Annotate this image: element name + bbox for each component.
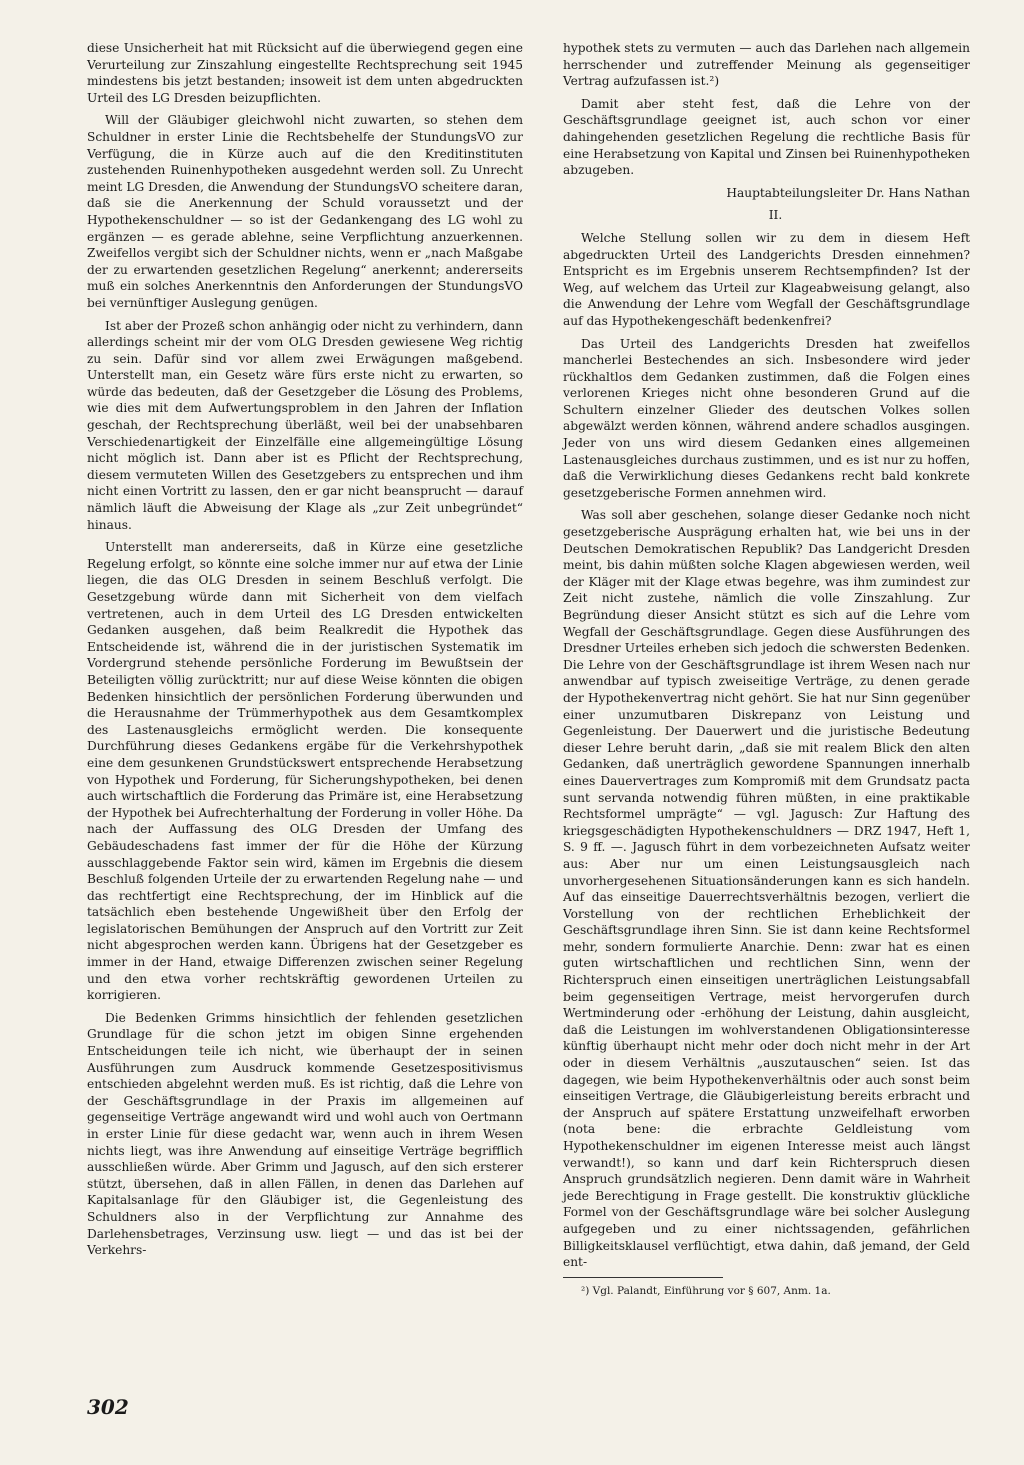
footnote-divider — [563, 1277, 723, 1278]
left-column — [87, 40, 523, 1265]
paragraph: Damit aber steht fest, daß die Lehre von der Geschäftsgrundlage geeignet ist, auch schon vor einer dahingehenden gesetzlichen Regelung die rechtliche Basis für eine Herabsetzung von Kapital und Zinsen bei Ruinenhypotheken abzugeben. — [563, 96, 970, 178]
paragraph: Ist aber der Prozeß schon anhängig oder nicht zu verhindern, dann allerdings scheint mir der vom OLG Dresden gewiesene Weg richtig zu sein. Dafür sind vor allem zwei Erwägungen maßgebend. Unterstellt man, ein Gesetz wäre fürs erste nicht zu erwarten, so würde das bedeuten, daß der Gesetzgeber die Lösung des Problems, wie dies mit dem Aufwertungsproblem in den Jahren der Inflation geschah, der Rechtsprechung überläßt, weil bei der unabsehbaren Verschiedenartigkeit der Einzelfälle eine allgemeingültige Lösung nicht möglich ist. Dann aber ist es Pflicht der Rechtsprechung, diesem vermuteten Willen des Gesetzgebers zu entsprechen und ihm nicht einen Vortritt zu lassen, den er gar nicht beansprucht — darauf nämlich läuft die Abweisung der Klage als „zur Zeit unbegründet“ hinaus. — [87, 318, 523, 532]
paragraph: Die Bedenken Grimms hinsichtlich der fehlenden gesetzlichen Grundlage für die schon jetzt im obigen Sinne ergehenden Entscheidungen teile ich nicht, wie überhaupt der in seinen Ausführungen zum Ausdruck kommende Gesetzespositivismus entschieden abgelehnt werden muß. Es ist richtig, daß die Lehre von der Geschäftsgrundlage in der Praxis im allgemeinen auf gegenseitige Verträge angewandt wird und wohl auch von Oertmann in erster Linie für diese gedacht war, wenn auch in ihrem Wesen nichts liegt, was ihre Anwendung auf einseitige Verträge begrifflich ausschließen würde. Aber Grimm und Jagusch, auf den sich ersterer stützt, übersehen, daß in allen Fällen, in denen das Darlehen auf Kapitalsanlage für den Gläubiger ist, die Gegenleistung des Schuldners also in der Verpflichtung zur Annahme des Darlehensbetrages, Verzinsung usw. liegt — und das ist bei der Verkehrs- — [87, 1010, 523, 1258]
paragraph: Will der Gläubiger gleichwohl nicht zuwarten, so stehen dem Schuldner in erster Linie die Rechtsbehelfe der StundungsVO zur Verfügung, die in Kürze auch auf die den Kreditinstituten zustehenden Ruinenhypotheken ausgedehnt werden soll. Zu Unrecht meint LG Dresden, die Anwendung der StundungsVO scheitere daran, daß sie die Anerkennung der Schuld voraussetzt und der Hypothekenschuldner — so ist der Gedankengang des LG wohl zu ergänzen — es gerade ablehne, seine Verpflichtung anzuerkennen. Zweifellos vergibt sich der Schuldner nichts, wenn er „nach Maßgabe der zu erwartenden gesetzlichen Regelung“ anerkennt; andererseits muß ein solches Anerkenntnis den Anforderungen der StundungsVO bei vernünftiger Auslegung genügen. — [87, 113, 523, 310]
paragraph: hypothek stets zu vermuten — auch das Darlehen nach allgemein herrschender und zutreffender Meinung als gegenseitiger Vertrag aufzufassen ist.²) — [563, 41, 970, 89]
right-column — [563, 40, 970, 1304]
paragraph: diese Unsicherheit hat mit Rücksicht auf die überwiegend gegen eine Verurteilung zur Zinszahlung eingestellte Rechtsprechung seit 1945 mindestens bis jetzt bestanden; insoweit ist dem unten abgedruckten Urteil des LG Dresden beizupflichten. — [87, 41, 523, 105]
paragraph: Das Urteil des Landgerichts Dresden hat zweifellos mancherlei Bestechendes an sich. Insbesondere wird jeder rückhaltlos dem Gedanken zustimmen, daß die Folgen eines verlorenen Krieges nicht ohne besonderen Grund auf die Schultern einzelner Glieder des deutschen Volkes sollen abgewälzt werden können, während andere schadlos ausgingen. Jeder von uns wird diesem Gedanken eines allgemeinen Lastenausgleiches durchaus zustimmen, und es ist nur zu hoffen, daß die Verwirklichung dieses Gedankens recht bald konkrete gesetzgeberische Formen annehmen wird. — [563, 336, 970, 500]
section-number: II. — [768, 208, 783, 223]
paragraph: Welche Stellung sollen wir zu dem in diesem Heft abgedruckten Urteil des Landgerichts Dresden einnehmen? Entspricht es im Ergebnis unserem Rechtsempfinden? Ist der Weg, auf welchem das Urteil zur Klageabweisung gelangt, also die Anwendung der Lehre vom Wegfall der Geschäftsgrundlage auf das Hypothekengeschäft bedenkenfrei? — [563, 230, 970, 328]
footnote: ²) Vgl. Palandt, Einführung vor § 607, Anm. 1a. — [581, 1284, 831, 1297]
paragraph: Was soll aber geschehen, solange dieser Gedanke noch nicht gesetzgeberische Ausprägung erhalten hat, wie bei uns in der Deutschen Demokratischen Republik? Das Landgericht Dresden meint, bis dahin müßten solche Klagen abgewiesen werden, weil der Kläger mit der Klage etwas begehre, was ihm zumindest zur Zeit nicht zustehe, nämlich die volle Zinszahlung. Zur Begründung dieser Ansicht stützt es sich auf die Lehre vom Wegfall der Geschäftsgrundlage. Gegen diese Ausführungen des Dresdner Urteiles erheben sich jedoch die schwersten Bedenken. Die Lehre von der Geschäftsgrundlage ist ihrem Wesen nach nur anwendbar auf typisch zweiseitige Verträge, zu denen gerade der Hypothekenvertrag nicht gehört. Sie hat nur Sinn gegenüber einer unzumutbaren Diskrepanz von Leistung und Gegenleistung. Der Dauerwert und die juristische Bedeutung dieser Lehre beruht darin, „daß sie mit realem Blick den alten Gedanken, daß unerträglich gewordene Spannungen innerhalb eines Dauervertrages zum Kompromiß mit dem Grundsatz pacta sunt servanda notwendig führen müßten, in eine praktikable Rechtsformel umprägte“ — vgl. Jagusch: Zur Haftung des kriegsgeschädigten Hypothekenschuldners — DRZ 1947, Heft 1, S. 9 ff. —. Jagusch führt in dem vorbezeichneten Aufsatz weiter aus: Aber nur um einen Leistungsausgleich nach unvorhergesehenen Situationsänderungen kann es sich handeln. Auf das einseitige Dauerrechtsverhältnis bezogen, verliert die Vorstellung von der rechtlichen Erheblichkeit der Geschäftsgrundlage ihren Sinn. Sie ist dann keine Rechtsformel mehr, sondern formulierte Anarchie. Denn: zwar hat es einen guten wirtschaftlichen und rechtlichen Sinn, wenn der Richterspruch einen einseitigen unerträglichen Leistungsabfall beim gegenseitigen Vertrage, meist hervorgerufen durch Wertminderung oder -erhöhung der Leistung, dahin ausgleicht, daß die Leistungen im wohlverstandenen Obligationsinteresse künftig überhaupt nicht mehr oder doch nicht mehr in der Art oder in diesem Verhältnis „auszutauschen“ seien. Ist das dagegen, wie beim Hypothekenverhältnis oder auch sonst beim einseitigen Vertrage, die Gläubigerleistung bereits erbracht und der Anspruch auf spätere Erstattung unzweifelhaft erworben (nota bene: die erbrachte Geldleistung vom Hypothekenschuldner im eigenen Interesse meist auch längst verwandt!), so kann und darf kein Richterspruch diesen Anspruch grundsätzlich negieren. Denn damit wäre in Wahrheit jede Berechtigung in Frage gestellt. Die konstruktiv glückliche Formel von der Geschäftsgrundlage wäre bei solcher Auslegung aufgegeben und zu einer nichtssagenden, gefährlichen Billigkeitsklausel verflüchtigt, etwa dahin, daß jemand, der Geld ent- — [563, 508, 970, 1270]
author-signature: Hauptabteilungsleiter Dr. Hans Nathan — [726, 185, 970, 200]
page-number: 302 — [87, 1395, 129, 1419]
paragraph: Unterstellt man andererseits, daß in Kürze eine gesetzliche Regelung erfolgt, so könnte eine solche immer nur auf etwa der Linie liegen, die das OLG Dresden in seinem Beschluß verfolgt. Die Gesetzgebung würde dann mit Sicherheit von dem vielfach vertretenen, auch in dem Urteil des LG Dresden entwickelten Gedanken ausgehen, daß beim Realkredit die Hypothek das Entscheidende ist, während die in der juristischen Systematik im Vordergrund stehende persönliche Forderung im Bewußtsein der Beteiligten völlig zurücktritt; nur auf diese Weise könnten die obigen Bedenken hinsichtlich der persönlichen Forderung überwunden und die Herausnahme der Trümmerhypothek aus dem Gesamtkomplex des Lastenausgleichs ermöglicht werden. Die konsequente Durchführung dieses Gedankens ergäbe für die Verkehrshypothek eine dem gesunkenen Grundstückswert entsprechende Herabsetzung von Hypothek und Forderung, für Sicherungshypotheken, bei denen auch wirtschaftlich die Forderung das Primäre ist, eine Herabsetzung der Hypothek bei Aufrechterhaltung der Forderung in voller Höhe. Da nach der Auffassung des OLG Dresden der Umfang des Gebäudeschadens fast immer der für die Höhe der Kürzung ausschlaggebende Faktor sein wird, kämen im Ergebnis die diesem Beschluß folgenden Urteile der zu erwartenden Regelung nahe — und das rechtfertigt eine Rechtsprechung, der im Hinblick auf die tatsächlich eben bestehende Ungewißheit über den Erfolg der legislatorischen Bemühungen der Anspruch auf den Vortritt zur Zeit nicht abgesprochen werden kann. Übrigens hat der Gesetzgeber es immer in der Hand, etwaige Differenzen zwischen seiner Regelung und den etwa vorher rechtskräftig gewordenen Urteilen zu korrigieren. — [87, 540, 523, 1003]
